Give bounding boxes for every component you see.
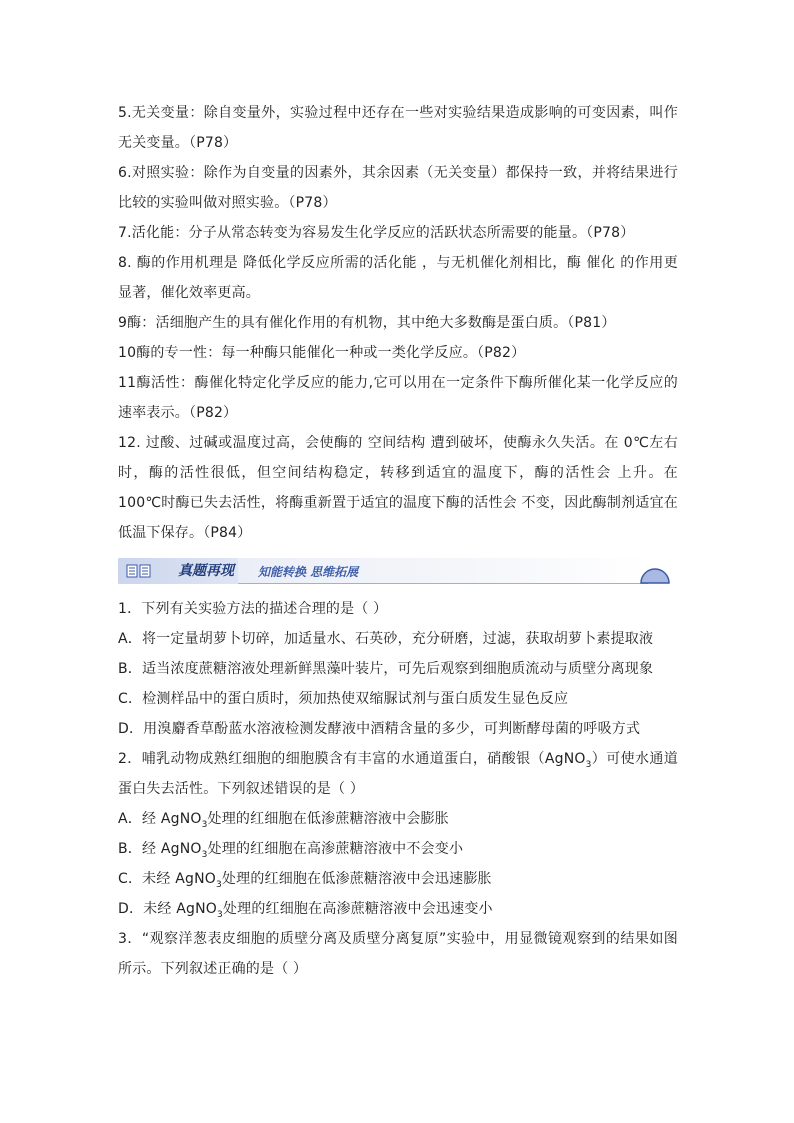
question-1-option-b: B．适当浓度蔗糖溶液处理新鲜黑藻叶装片，可先后观察到细胞质流动与质壁分离现象 <box>118 661 654 677</box>
question-2-stem-subscript: 3 <box>585 759 592 770</box>
knowledge-point-6: 6.对照实验：除作为自变量的因素外，其余因素（无关变量）都保持一致，并将结果进行比较的实验叫做对照实验。（P78） <box>118 165 678 211</box>
option-d-text-after: 处理的红细胞在高渗蔗糖溶液中会迅速变小 <box>222 901 493 917</box>
section-title: 真题再现 <box>178 563 234 579</box>
option-a-text-before: A．经 AgNO <box>118 811 202 827</box>
question-1-option-d: D．用溴麝香草酚蓝水溶液检测发酵液中酒精含量的多少，可判断酵母菌的呼吸方式 <box>118 721 641 737</box>
option-c-text-before: C．未经 AgNO <box>118 871 216 887</box>
section-banner <box>118 554 678 588</box>
document-content <box>118 98 683 984</box>
question-2-stem <box>118 744 678 804</box>
knowledge-point-7: 7.活化能：分子从常态转变为容易发生化学反应的活跃状态所需要的能量。（P78） <box>118 225 635 241</box>
knowledge-point-11: 11酶活性：酶催化特定化学反应的能力,它可以用在一定条件下酶所催化某一化学反应的速率表示。（P82） <box>118 375 678 421</box>
knowledge-point-10: 10酶的专一性：每一种酶只能催化一种或一类化学反应。（P82） <box>118 345 526 361</box>
option-b-text-before: B．经 AgNO <box>118 841 202 857</box>
option-d-text-before: D．未经 AgNO <box>118 901 217 917</box>
option-b-subscript: 3 <box>201 849 208 860</box>
question-1-option-c: C．检测样品中的蛋白质时，须加热使双缩脲试剂与蛋白质发生显色反应 <box>118 691 569 707</box>
question-1-stem: 1．下列有关实验方法的描述合理的是（ ） <box>118 601 388 617</box>
semicircle-ornament-icon <box>640 558 670 584</box>
question-1-option-a: A．将一定量胡萝卜切碎，加适量水、石英砂，充分研磨，过滤，获取胡萝卜素提取液 <box>118 631 654 647</box>
question-2-stem-part2: ）可使水通道蛋白失去活性。下列叙述错误的是（ ） <box>118 751 678 797</box>
question-2-option-d <box>118 894 678 924</box>
knowledge-point-12: 12. 过酸、过碱或温度过高，会使酶的 空间结构 遭到破坏，使酶永久失活。在 0℃左右时，酶的活性很低，但空间结构稳定，转移到适宜的温度下，酶的活性会 上升。在 100℃时酶已失去活性，将酶重新置于适宜的温度下酶的活性会 不变，因此酶制剂适宜在 低温下保存。（P84） <box>118 435 683 541</box>
knowledge-point-5: 5.无关变量：除自变量外，实验过程中还存在一些对实验结果造成影响的可变因素，叫作无关变量。（P78） <box>118 105 678 151</box>
book-icon <box>126 564 152 578</box>
question-3-stem: 3．“观察洋葱表皮细胞的质壁分离及质壁分离复原”实验中，用显微镜观察到的结果如图所示。下列叙述正确的是（ ） <box>118 931 678 977</box>
knowledge-point-8: 8. 酶的作用机理是 降低化学反应所需的活化能 ，与无机催化剂相比，酶 催化 的作用更显著，催化效率更高。 <box>118 255 678 301</box>
option-d-subscript: 3 <box>217 909 223 920</box>
question-2-option-b <box>118 834 678 864</box>
option-a-subscript: 3 <box>201 819 208 830</box>
option-b-text-after: 处理的红细胞在高渗蔗糖溶液中不会变小 <box>207 841 464 857</box>
question-2-stem-part1: 2．哺乳动物成熟红细胞的细胞膜含有丰富的水通道蛋白，硝酸银（AgNO <box>118 751 586 767</box>
banner-underline <box>238 583 648 584</box>
knowledge-point-9: 9酶：活细胞产生的具有催化作用的有机物，其中绝大多数酶是蛋白质。（P81） <box>118 315 616 331</box>
option-c-subscript: 3 <box>215 879 222 890</box>
option-c-text-after: 处理的红细胞在低渗蔗糖溶液中会迅速膨胀 <box>221 871 492 887</box>
question-2-option-a <box>118 804 678 834</box>
question-2-option-c <box>118 864 678 894</box>
section-subtitle: 知能转换 思维拓展 <box>258 565 359 579</box>
option-a-text-after: 处理的红细胞在低渗蔗糖溶液中会膨胀 <box>207 811 449 827</box>
